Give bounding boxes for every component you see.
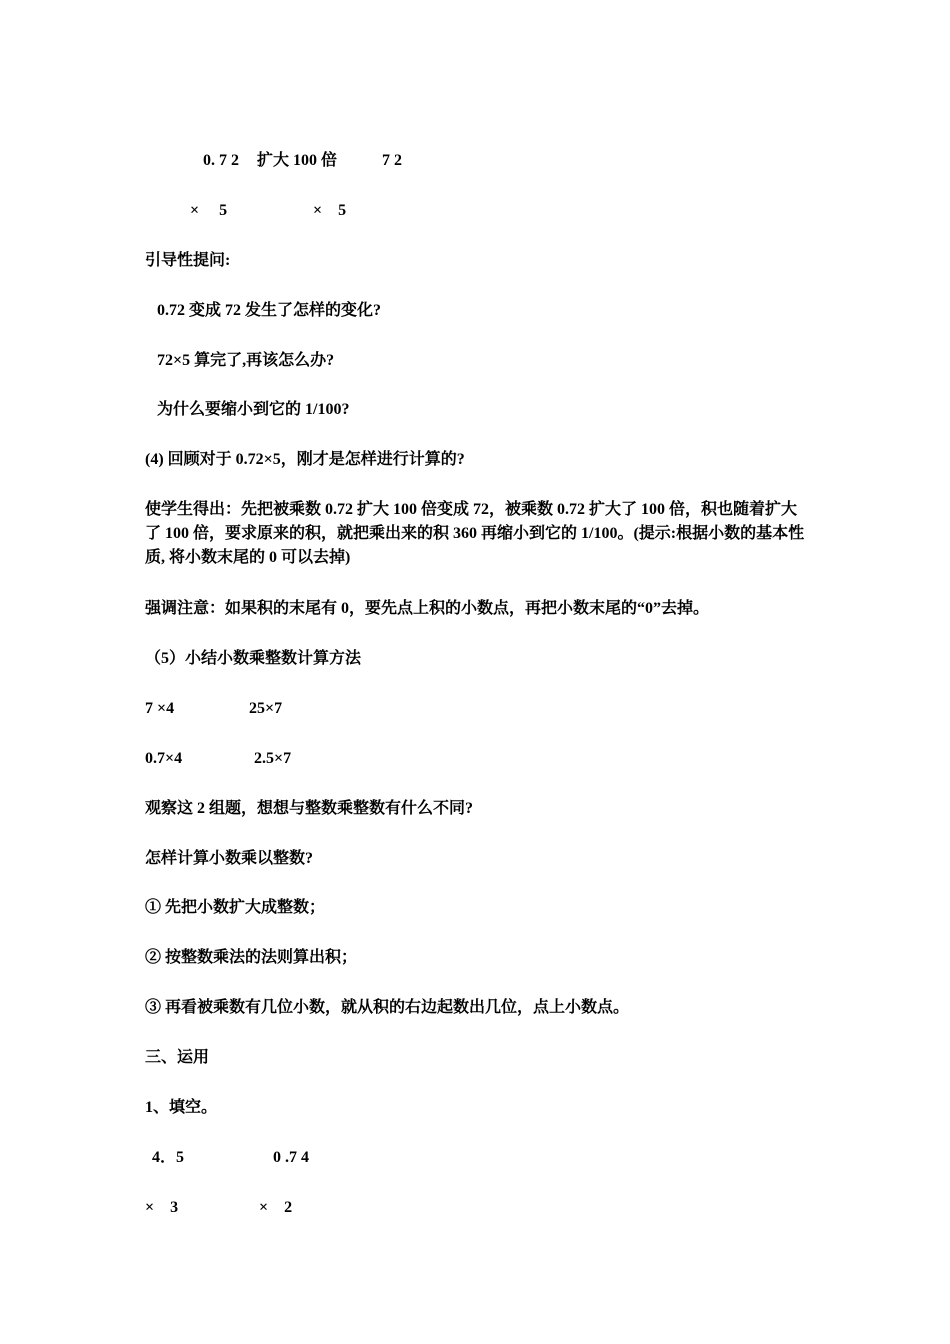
method-step-3: ③ 再看被乘数有几位小数，就从积的右边起数出几位，点上小数点。 [145, 999, 630, 1016]
exercise-multiplier-2: × 2 [259, 1199, 293, 1216]
expr-07x4: 0.7×4 [145, 750, 183, 767]
expr-7x4: 7 ×4 [145, 700, 175, 717]
guiding-questions-heading: 引导性提问: [145, 252, 231, 269]
exercise-multiplicand-45: 4．5 [152, 1149, 185, 1166]
method-step-1: ① 先把小数扩大成整数； [145, 899, 326, 916]
exercise-1-heading: 1、填空。 [145, 1099, 218, 1116]
multiplier-5-right: × 5 [313, 202, 347, 219]
emphasis-note: 强调注意：如果积的末尾有 0，要先点上积的小数点，再把小数末尾的“0”去掉。 [145, 600, 710, 617]
exercise-multiplicand-074: 0 .7 4 [273, 1149, 309, 1166]
expand-100-label: 扩大 100 倍 [257, 152, 338, 169]
question-1: 0.72 变成 72 发生了怎样的变化? [157, 302, 382, 319]
multiplier-5-left: × 5 [190, 202, 228, 219]
expr-25x7-decimal: 2.5×7 [254, 750, 292, 767]
student-conclusion: 使学生得出：先把被乘数 0.72 扩大 100 倍变成 72，被乘数 0.72 扩大了 100 倍，积也随着扩大了 100 倍，要求原来的积，就把乘出来的积 360 再缩小到它的 1/100。(提示:根据小数的基本性质, 将小数末尾的 0 可以去掉) [145, 501, 805, 566]
expr-25x7: 25×7 [249, 700, 283, 717]
section-3-heading: 三、运用 [145, 1049, 210, 1066]
multiplicand-72: 7 2 [382, 152, 402, 169]
summary-step-5: （5）小结小数乘整数计算方法 [145, 650, 362, 667]
method-step-2: ② 按整数乘法的法则算出积； [145, 949, 358, 966]
exercise-multiplier-3: × 3 [145, 1199, 179, 1216]
review-step-4: (4) 回顾对于 0.72×5，刚才是怎样进行计算的? [145, 451, 465, 468]
question-2: 72×5 算完了,再该怎么办? [157, 352, 335, 369]
how-to-question: 怎样计算小数乘以整数? [145, 850, 314, 867]
observe-question: 观察这 2 组题，想想与整数乘整数有什么不同? [145, 800, 474, 817]
multiplicand-072: 0. 7 2 [203, 152, 239, 169]
question-3: 为什么要缩小到它的 1/100? [157, 401, 350, 418]
